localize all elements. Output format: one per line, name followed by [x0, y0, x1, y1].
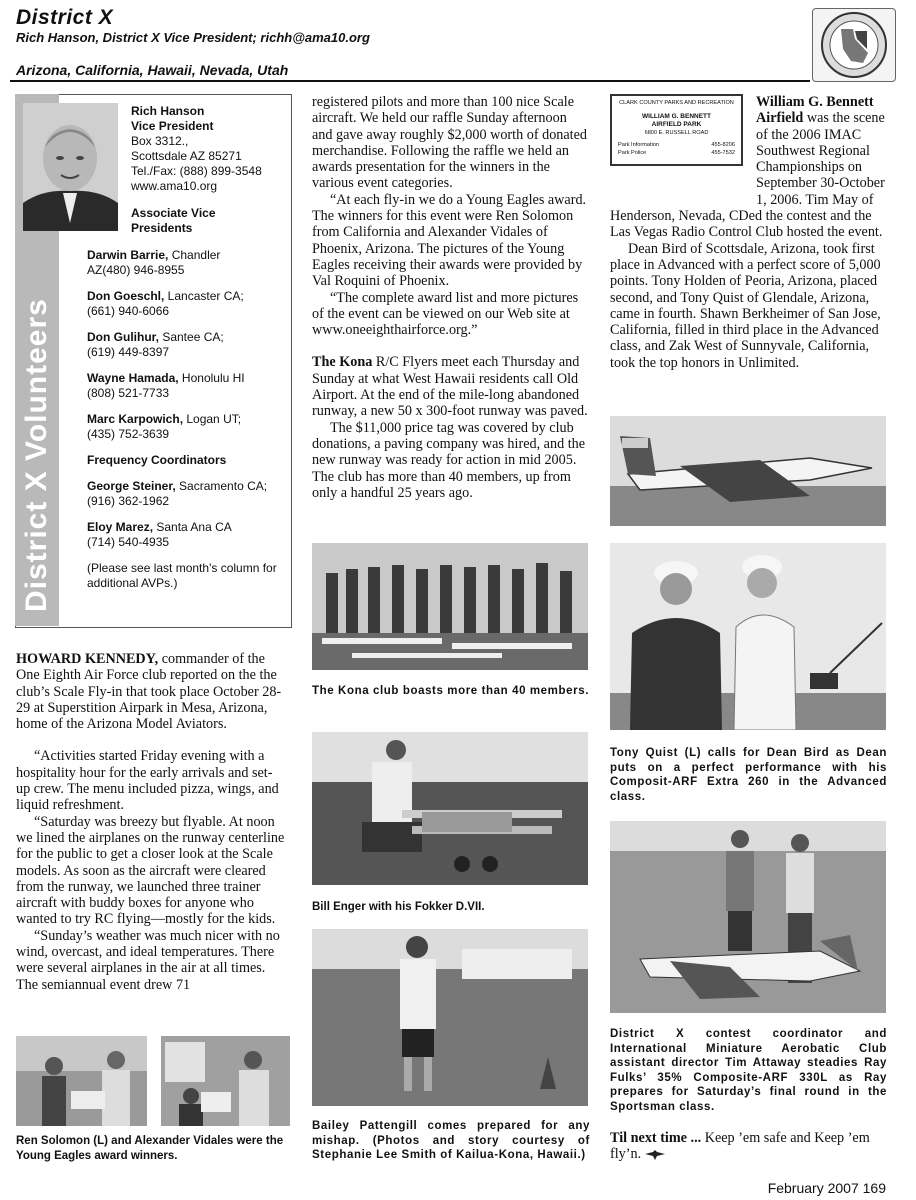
- column-title: District X: [16, 6, 114, 29]
- sidebar-note: (Please see last month's column for additional AVPs.): [87, 561, 277, 590]
- vp-address: Box 3312.,: [131, 134, 189, 148]
- kona-club-photo: [312, 543, 588, 670]
- sign-text: Park Police: [618, 150, 647, 156]
- avp-entry: Don Gulihur, Santee CA; (619) 449-8397: [87, 330, 224, 359]
- paragraph: “Saturday was breezy but flyable. At noon we lined the airplanes on the runway centerline for the public to get a closer look at the Scale models. As soon as the aircraft were cleared from the runway, we launched three trainer aircraft with buddy boxes for anyone who wanted to try RC flying—mostly for the kids.: [16, 813, 285, 928]
- article-col1: [16, 651, 286, 993]
- freq-entry: George Steiner, Sacramento CA; (916) 362-1962: [87, 479, 268, 508]
- photo-caption: Bailey Pattengill comes prepared for any mishap. (Photos and story courtesy of Stephanie Lee Smith of Kailua-Kona, Hawaii.): [312, 1120, 590, 1161]
- sign-text: WILLIAM G. BENNETT: [642, 113, 711, 120]
- kona-lead: The Kona: [312, 354, 373, 371]
- page-footer: February 2007 169: [767, 1180, 886, 1196]
- volunteers-vertical-label: District X Volunteers: [20, 298, 53, 612]
- sign-text: 6800 E. RUSSELL ROAD: [644, 130, 709, 136]
- vp-city: Scottsdale AZ 85271: [131, 149, 242, 163]
- photo-caption: The Kona club boasts more than 40 members.: [312, 685, 589, 697]
- paragraph: The $11,000 price tag was covered by club donations, a paving company was hired, and the new runway was ready for action in mid 2005. The club has more than 40 members, up from only a handful 25 years ago.: [312, 419, 586, 501]
- avp-entry: Don Goeschl, Lancaster CA; (661) 940-6066: [87, 289, 244, 318]
- paragraph: “Sunday’s weather was much nicer with no wind, overcast, and ideal temperatures. There were several airplanes in the air at all times. The semiannual event drew 71: [16, 927, 280, 993]
- closing-line: [610, 1130, 888, 1163]
- kona-text: R/C Flyers meet each Thursday and Sunday at what West Hawaii residents call Old Airport. At the end of the mile-long abandoned runway, a new 50 x 300-foot runway was paved.: [312, 354, 588, 420]
- vp-byline: Rich Hanson, District X Vice President; richh@ama10.org: [16, 30, 370, 45]
- district-x-map-seal-icon: [812, 8, 896, 82]
- sign-text: AIRFIELD PARK: [651, 121, 702, 128]
- avp-entry: Wayne Hamada, Honolulu HI (808) 521-7733: [87, 371, 245, 400]
- photo-caption: District X contest coordinator and International Miniature Aerobatic Club assistant director Tim Attaway steadies Ray Fulks’ 35% Composite-ARF 330L as Ray prepares for Saturday’s final round in the Sportsman class.: [610, 1028, 887, 1113]
- vp-portrait-photo: [23, 103, 118, 231]
- district-states: Arizona, California, Hawaii, Nevada, Utah: [16, 62, 289, 78]
- vp-role: Vice President: [131, 119, 214, 133]
- avp-heading: Associate Vice Presidents: [131, 206, 216, 235]
- closing-text: Keep ’em safe and Keep ’em fly’n.: [610, 1130, 870, 1163]
- paragraph: registered pilots and more than 100 nice Scale aircraft. We held our raffle Sunday afternoon and gave away roughly $2,000 worth of donated merchandise. Following the raffle we held an awards presentation for the winners in the various event categories.: [312, 94, 588, 192]
- header-rule: [10, 80, 810, 82]
- freq-entry: Eloy Marez, Santa Ana CA (714) 540-4935: [87, 520, 232, 549]
- young-eagles-photo-2: [161, 1036, 290, 1126]
- paragraph: Dean Bird of Scottsdale, Arizona, took first place in Advanced with a perfect score of 5,000 points. Tony Holden of Peoria, Arizona, placed second, and Tony Quist of Glendale, Arizona, came in fourth. Shawn Berkheimer of San Jose, California, filled in third place in the Advanced class, and Zak West of Sunnyvale, California, took the top honors in Unlimited.: [610, 240, 881, 371]
- young-eagles-photo-1: [16, 1036, 147, 1126]
- volunteer-list: [87, 248, 287, 591]
- closing-bold: Til next time ...: [610, 1130, 702, 1146]
- photo-caption: Tony Quist (L) calls for Dean Bird as Dean puts on a perfect performance with his Composit-ARF Extra 260 in the Advanced class.: [610, 747, 887, 803]
- paragraph: “At each fly-in we do a Young Eagles award. The winners for this event were Ren Solomon from California and Alexander Vidales of Phoenix, Arizona. The pictures of the Young Eagles receiving their awards were provided by Val Roquini of Phoenix.: [312, 191, 587, 290]
- airfield-lead: William G. Bennett Airfield: [756, 94, 874, 127]
- article-col2: [312, 94, 590, 501]
- avp-entry: Darwin Barrie, Chandler AZ(480) 946-8955: [87, 248, 221, 277]
- sign-text: CLARK COUNTY PARKS AND RECREATION: [619, 100, 734, 106]
- freq-heading: Frequency Coordinators: [87, 453, 227, 467]
- paragraph: “Activities started Friday evening with a hospitality hour for the early arrivals and set-up crew. The menu included pizza, wings, and liquid refreshment.: [16, 748, 279, 814]
- ama-wings-icon: [645, 1150, 665, 1160]
- lead-text: commander of the One Eighth Air Force club reported on the the club’s Scale Fly-in that took place October 28-29 at Superstition Airpark in Mesa, Arizona, home of the Arizona Model Aviators.: [16, 651, 282, 733]
- vp-contact: [131, 104, 281, 236]
- sign-text: Park Information: [618, 142, 660, 148]
- fokker-photo: [312, 732, 588, 885]
- sign-text: 455-7532: [711, 150, 735, 156]
- avp-entry: Marc Karpowich, Logan UT; (435) 752-3639: [87, 412, 242, 441]
- photo-caption: Ren Solomon (L) and Alexander Vidales were the Young Eagles award winners.: [16, 1135, 284, 1162]
- vp-web: www.ama10.org: [131, 179, 218, 193]
- lead-name: HOWARD KENNEDY,: [16, 651, 159, 667]
- paragraph: “The complete award list and more pictures of the event can be viewed on our Web site at www.oneeighthairforce.org.”: [312, 289, 579, 339]
- photo-caption: Bill Enger with his Fokker D.VII.: [312, 901, 485, 913]
- extra-260-photo: [610, 416, 886, 526]
- sign-text: 455-8206: [711, 142, 735, 148]
- tony-dean-photo: [610, 543, 886, 730]
- bailey-photo: [312, 929, 588, 1106]
- article-col3: [610, 94, 888, 371]
- vp-name: Rich Hanson: [131, 104, 205, 118]
- airfield-text: was the scene of the 2006 IMAC Southwest Regional Championships on September 30-October 1, 2006. Tim May of Henderson, Nevada, CDed the contest and the Las Vegas Radio Control Club hosted the event.: [610, 110, 885, 241]
- vp-phone: Tel./Fax: (888) 899-3548: [131, 164, 262, 178]
- composite-330l-photo: [610, 821, 886, 1013]
